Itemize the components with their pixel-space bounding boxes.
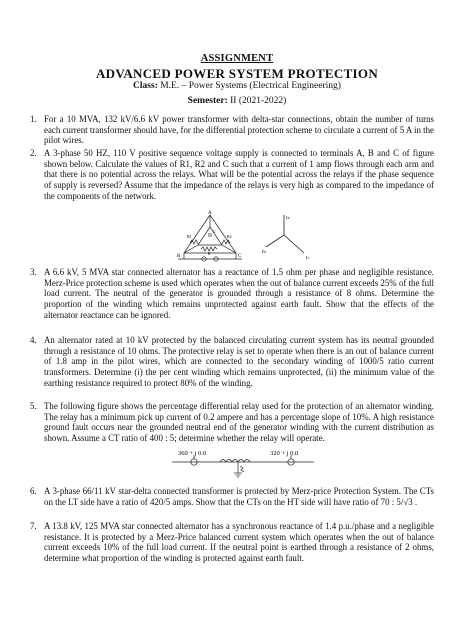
question-number: 4. [30, 335, 37, 345]
semester-label: Semester: [187, 96, 228, 106]
winding-coil-icon [220, 460, 250, 463]
class-label: Class: [133, 81, 158, 91]
phasor-label-c: Ic [306, 255, 310, 260]
question-text: A 3-phase 66/11 kV star-delta connected transformer is protected by Merz-price Protection System. The CTs on the LT side have a ratio of 420/5 amps. Show that the CTs on the HT side will have ratio of 70 : 5/√3 . [44, 486, 434, 507]
question-3 [30, 267, 434, 321]
component-label-c: C [213, 229, 216, 234]
question-5 [30, 401, 434, 444]
question-text: The following figure shows the percentage differential relay used for the protection of an alternator winding. The relay has a minimum pick up current of 0.2 ampere and has a percentage slope of 10%. A high resistance ground fault occurs near the grounded neutral end of the generator winding with the current distribution as shown. Assume a CT ratio of 400 : 5; determine whether the relay will operate. [44, 401, 434, 444]
question-number: 2. [30, 148, 37, 158]
phasor-b [266, 235, 284, 247]
network-figure [168, 207, 326, 267]
question-7 [30, 521, 434, 564]
question-number: 6. [30, 486, 37, 496]
node-label-c: C [238, 254, 242, 259]
class-value: M.E. – Power Systems (Electrical Engineering) [160, 81, 341, 91]
question-text: For a 10 MVA, 132 kV/6.6 kV power transformer with delta-star connections, obtain the number of turns each current transformer should have, for the differential protection scheme to circulate a current of 5 A in the pilot wires. [44, 114, 434, 146]
question-text: A 13.8 kV, 125 MVA star connected alternator has a synchronous reactance of 1.4 p.u./phase and a negligible resistance. It is protected by a Merz-Price balanced current system which operates when the out of balance current exceeds 10% of the full load current. If the neutral point is earthed through a resistance of 2 ohms, determine what proportion of the winding is protected against earth fault. [44, 521, 434, 564]
component-label-r2: R2 [227, 234, 232, 239]
phasor-label-b: Ib [262, 249, 266, 254]
course-title: ADVANCED POWER SYSTEM PROTECTION [95, 66, 379, 81]
class-line [0, 81, 474, 91]
question-number: 3. [30, 267, 37, 277]
component-label-r1: R1 [187, 234, 192, 239]
question-1 [30, 114, 434, 146]
node-label-b: B [177, 254, 181, 259]
component-label-r: R [208, 251, 211, 256]
question-number: 5. [30, 401, 37, 411]
question-number: 7. [30, 521, 37, 531]
question-number: 1. [30, 114, 37, 124]
right-current-label: 320 + j 0.0 [270, 450, 299, 457]
semester-value: II (2021-2022) [230, 96, 287, 106]
left-current-label: 360 + j 0.0 [178, 450, 207, 457]
question-text: A 3-phase 50 HZ, 110 V positive sequence voltage supply is connected to terminals A, B and C of figure shown below. Calculate the values of R1, R2 and C such that a current of 1 amp flows through each arm and that there is no potential across the relays. What will be the potential across the relays if the phase sequence of supply is reversed? Assume that the impedance of the relays is very high as compared to the impedance of the components of the network. [44, 148, 434, 201]
node-label-a: A [208, 211, 212, 216]
question-2 [30, 148, 434, 202]
phasor-c [284, 235, 304, 253]
question-4 [30, 335, 434, 389]
assignment-heading: ASSIGNMENT [200, 53, 274, 64]
semester-line [0, 96, 474, 106]
phasor-label-a: Ia [286, 215, 290, 220]
question-6 [30, 486, 434, 507]
fault-icon [240, 466, 244, 472]
question-text: A 6.6 kV, 5 MVA star connected alternator has a reactance of 1.5 ohm per phase and negligible resistance. Merz-Price protection scheme is used which operates when the out of balance current exceeds 25% of the full load current. The neutral of the generator is grounded through a resistance of 8 ohms. Determine the proportion of the winding which remains unprotected against earth fault. Show that the effects of the alternator reactance can be ignored. [44, 267, 434, 320]
differential-relay-figure [168, 446, 318, 482]
question-text: An alternator rated at 10 kV protected by the balanced circulating current system has its neutral grounded through a resistance of 10 ohms. The protective relay is set to operate when there is an out of balance current of 1.8 amp in the pilot wires, which are connected to the secondary winding of 1000/5 ratio current transformers. Determine (i) the per cent winding which remains unprotected, (ii) the minimum value of the earthing resistance required to protect 80% of the winding. [44, 335, 434, 388]
